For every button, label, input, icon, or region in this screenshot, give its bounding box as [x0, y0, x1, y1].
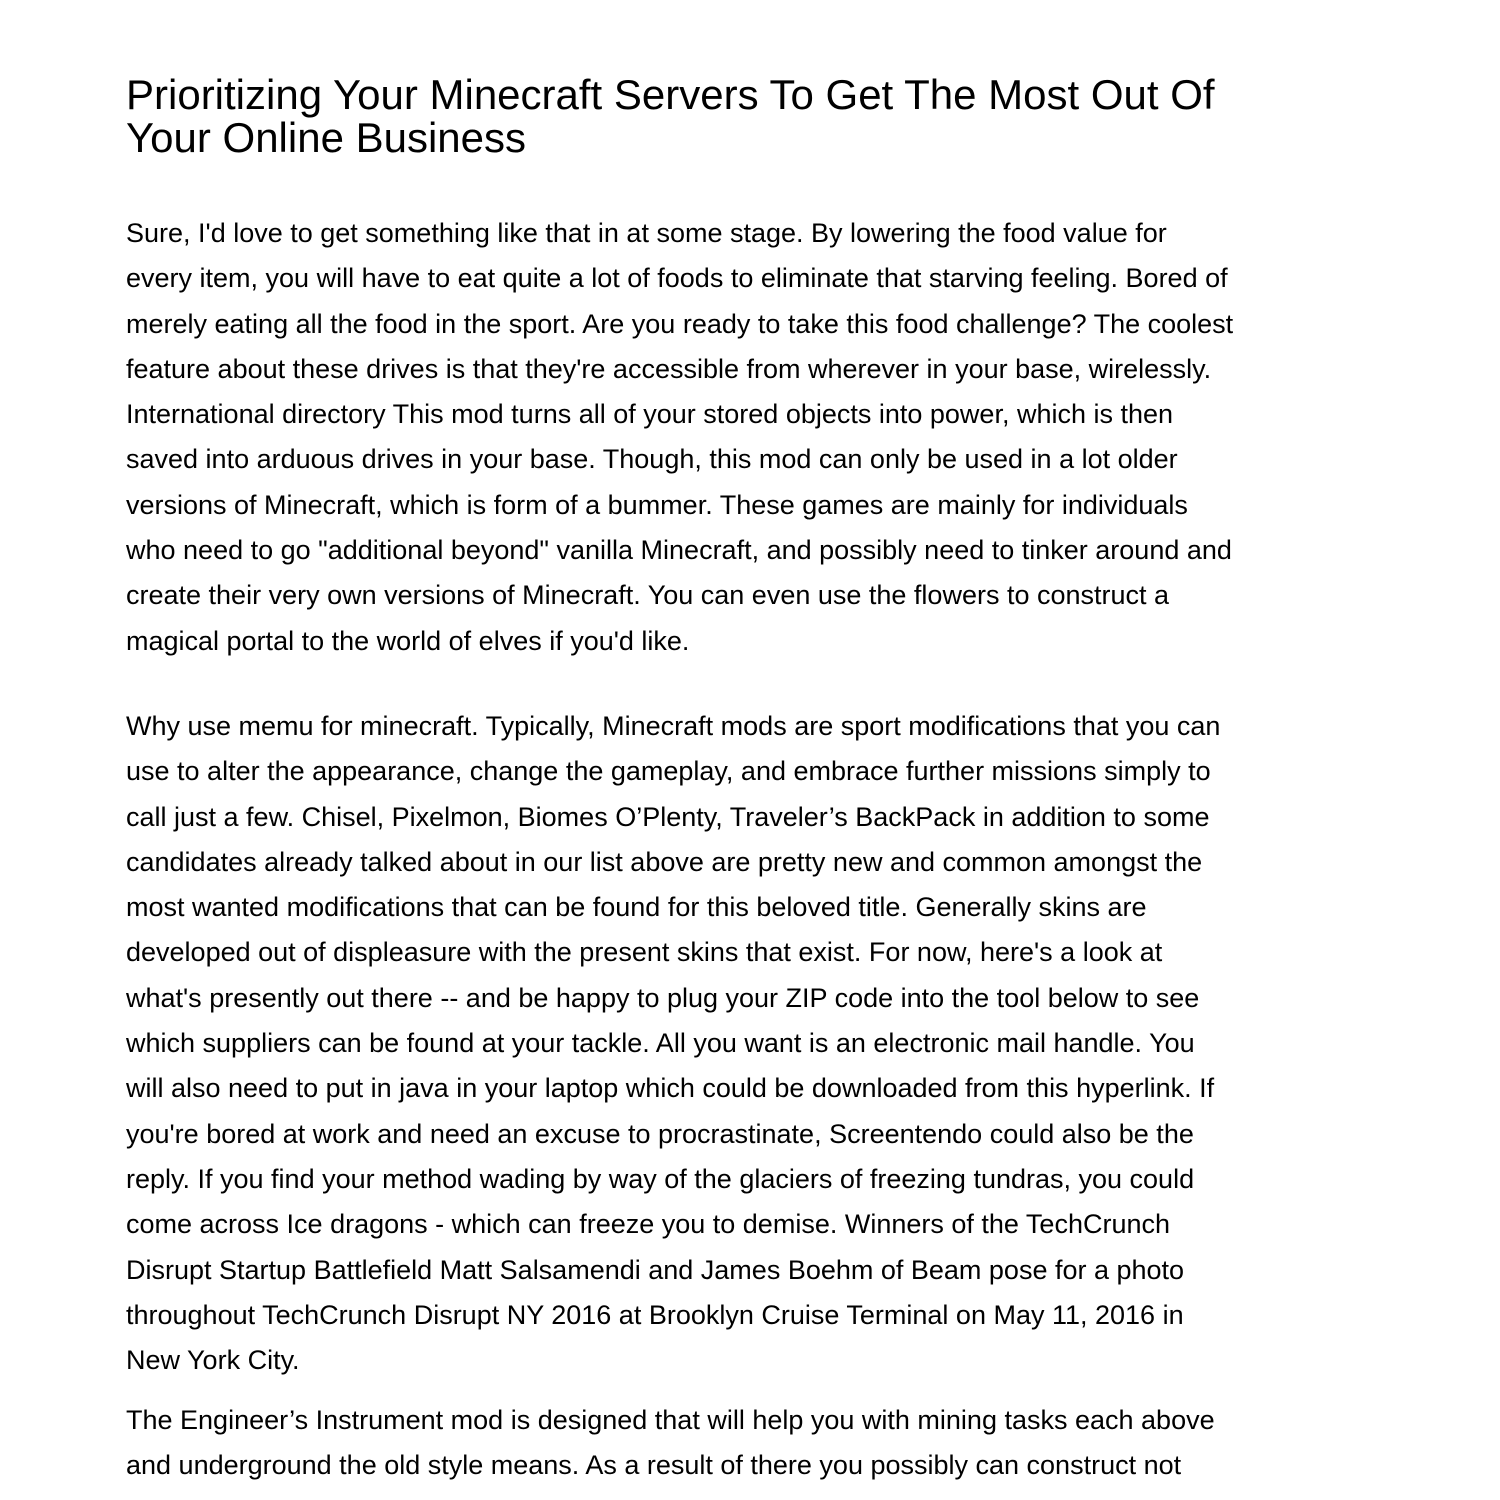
text-line: feature about these drives is that they're accessible from wherever in your base, wirelessly.	[126, 353, 1212, 384]
text-line: you're bored at work and need an excuse to procrastinate, Screentendo could also be the	[126, 1118, 1194, 1149]
text-line: magical portal to the world of elves if you'd like.	[126, 625, 690, 656]
text-line: call just a few. Chisel, Pixelmon, Biomes O’Plenty, Traveler’s BackPack in addition to some	[126, 801, 1210, 832]
text-line: what's presently out there -- and be happy to plug your ZIP code into the tool below to see	[126, 982, 1200, 1013]
text-line: The Engineer’s Instrument mod is designed that will help you with mining tasks each above	[126, 1405, 1215, 1435]
text-line: versions of Minecraft, which is form of a bummer. These games are mainly for individuals	[126, 489, 1188, 520]
page-title	[126, 73, 1215, 159]
paragraph-3	[126, 1398, 1215, 1489]
text-line: come across Ice dragons - which can freeze you to demise. Winners of the TechCrunch	[126, 1209, 1170, 1240]
text-line: every item, you will have to eat quite a lot of foods to eliminate that starving feeling. Bored of	[126, 263, 1228, 294]
text-line: most wanted modifications that can be found for this beloved title. Generally skins are	[126, 892, 1147, 923]
text-line: reply. If you find your method wading by way of the glaciers of freezing tundras, you could	[126, 1163, 1195, 1194]
text-line: Why use memu for minecraft. Typically, Minecraft mods are sport modifications that you can	[126, 711, 1221, 741]
text-line: throughout TechCrunch Disrupt NY 2016 at Brooklyn Cruise Terminal on May 11, 2016 in	[126, 1299, 1184, 1330]
paragraph-1	[126, 211, 1233, 664]
text-line: and underground the old style means. As a result of there you possibly can construct not	[126, 1450, 1182, 1481]
text-line: developed out of displeasure with the present skins that exist. For now, here's a look at	[126, 937, 1163, 968]
text-line: will also need to put in java in your laptop which could be downloaded from this hyperlink. If	[126, 1073, 1215, 1104]
text-line: Disrupt Startup Battlefield Matt Salsamendi and James Boehm of Beam pose for a photo	[126, 1254, 1185, 1285]
text-line: saved into arduous drives in your base. Though, this mod can only be used in a lot older	[126, 444, 1178, 475]
text-line: Prioritizing Your Minecraft Servers To Get The Most Out Of	[126, 71, 1215, 118]
text-line: New York City.	[126, 1345, 300, 1376]
text-line: merely eating all the food in the sport. Are you ready to take this food challenge? The coolest	[126, 308, 1234, 339]
text-line: which suppliers can be found at your tackle. All you want is an electronic mail handle. You	[126, 1028, 1195, 1059]
text-line: candidates already talked about in our list above are pretty new and common amongst the	[126, 846, 1203, 877]
paragraph-2	[126, 704, 1220, 1383]
text-line: Sure, I'd love to get something like that in at some stage. By lowering the food value for	[126, 218, 1167, 248]
text-line: use to alter the appearance, change the gameplay, and embrace further missions simply to	[126, 756, 1211, 787]
text-line: who need to go "additional beyond" vanilla Minecraft, and possibly need to tinker around and	[126, 535, 1232, 566]
text-line: International directory This mod turns all of your stored objects into power, which is then	[126, 399, 1174, 430]
text-line: Your Online Business	[126, 114, 527, 161]
text-line: create their very own versions of Minecraft. You can even use the flowers to construct a	[126, 580, 1170, 611]
